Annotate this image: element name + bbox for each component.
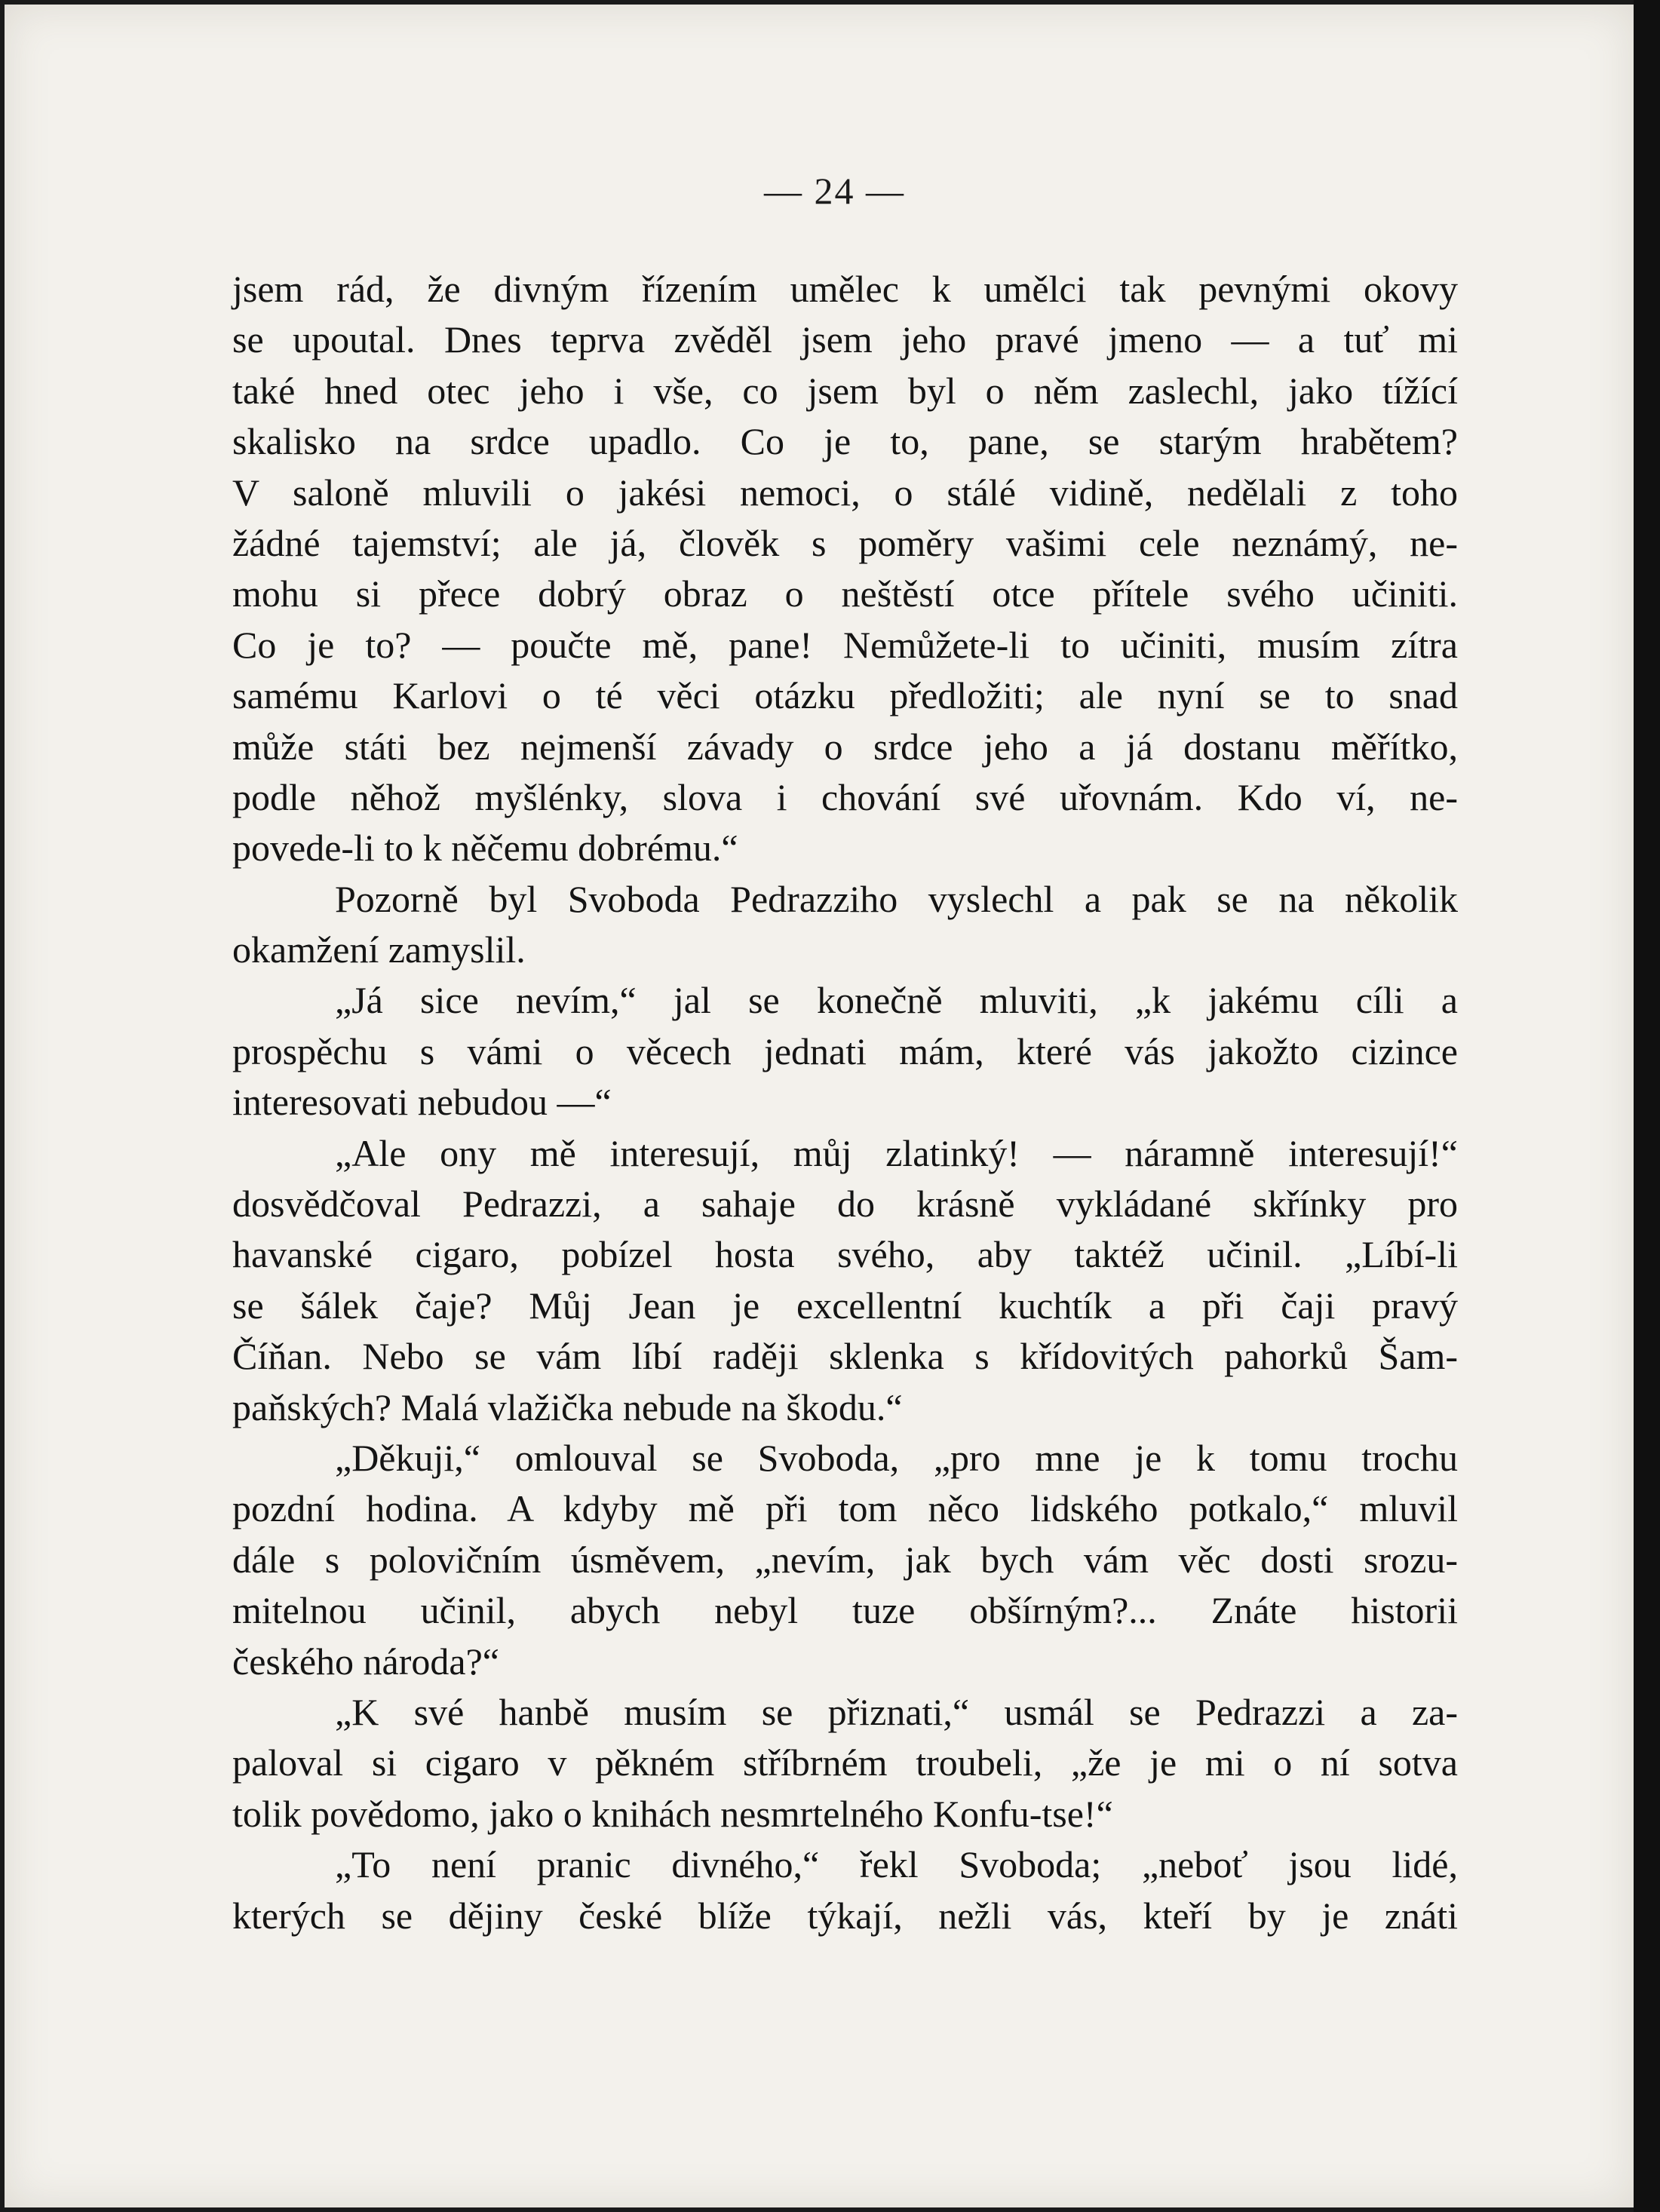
text-line: paňských? Malá vlažička nebude na škodu.“ <box>232 1385 903 1428</box>
text-line: „Já sice nevím,“ jal se konečně mluviti, „k jakému cíli a <box>335 979 1458 1022</box>
text-line: se šálek čaje? Můj Jean je excellentní kuchtík a při čaji pravý <box>232 1284 1458 1327</box>
text-line: „Ale ony mě interesují, můj zlatinký! — náramně interesují!“ <box>335 1131 1458 1174</box>
text-line: Pozorně byl Svoboda Pedrazziho vyslechl a pak se na několik <box>335 877 1458 920</box>
body-text <box>232 264 1458 1941</box>
text-line: kterých se dějiny české blíže týkají, nežli vás, kteří by je znáti <box>232 1894 1458 1937</box>
text-line: „To není pranic divného,“ řekl Svoboda; „neboť jsou lidé, <box>335 1843 1458 1886</box>
text-line: paloval si cigaro v pěkném stříbrném troubeli, „že je mi o ní sotva <box>232 1741 1458 1784</box>
page-number: — 24 — <box>764 170 905 212</box>
text-line: prospěchu s vámi o věcech jednati mám, které vás jakožto cizince <box>232 1029 1458 1072</box>
text-line: českého národa?“ <box>232 1640 499 1683</box>
text-line: havanské cigaro, pobízel hosta svého, aby taktéž učinil. „Líbí-li <box>232 1233 1458 1276</box>
text-line: povede-li to k něčemu dobrému.“ <box>232 827 738 870</box>
text-line: samému Karlovi o té věci otázku předložiti; ale nyní se to snad <box>232 674 1458 717</box>
scan-edge <box>1634 0 1660 2212</box>
text-line: tolik povědomo, jako o knihách nesmrtelného Konfu-tse!“ <box>232 1792 1113 1835</box>
text-line: dosvědčoval Pedrazzi, a sahaje do krásně vykládané skřínky pro <box>232 1183 1458 1226</box>
text-line: žádné tajemství; ale já, člověk s poměry vašimi cele neznámý, ne- <box>232 521 1458 564</box>
text-line: mitelnou učinil, abych nebyl tuze obšírným?... Znáte historii <box>232 1589 1458 1632</box>
text-line: interesovati nebudou —“ <box>232 1081 612 1124</box>
text-line: „K své hanbě musím se přiznati,“ usmál se Pedrazzi a za- <box>335 1690 1458 1733</box>
text-line: jsem rád, že divným řízením umělec k umělci tak pevnými okovy <box>232 268 1458 310</box>
text-line: skalisko na srdce upadlo. Co je to, pane, se starým hrabětem? <box>232 420 1458 463</box>
text-line: mohu si přece dobrý obraz o neštěstí otce přítele svého učiniti. <box>232 572 1458 615</box>
text-line: Číňan. Nebo se vám líbí raději sklenka s křídovitých pahorků Šam- <box>232 1335 1458 1378</box>
book-page <box>5 5 1634 2207</box>
text-line: „Děkuji,“ omlouval se Svoboda, „pro mne je k tomu trochu <box>335 1436 1458 1479</box>
text-line: pozdní hodina. A kdyby mě při tom něco lidského potkalo,“ mluvil <box>232 1487 1458 1530</box>
text-line: může státi bez nejmenší závady o srdce jeho a já dostanu měřítko, <box>232 725 1458 768</box>
text-line: dále s polovičním úsměvem, „nevím, jak bych vám věc dosti srozu- <box>232 1538 1458 1581</box>
text-line: okamžení zamyslil. <box>232 928 526 971</box>
text-line: Co je to? — poučte mě, pane! Nemůžete-li to učiniti, musím zítra <box>232 623 1458 666</box>
text-line: také hned otec jeho i vše, co jsem byl o něm zaslechl, jako tížící <box>232 369 1458 412</box>
text-line: V saloně mluvili o jakési nemoci, o stálé vidině, nedělali z toho <box>232 471 1458 514</box>
text-line: se upoutal. Dnes teprva zvěděl jsem jeho pravé jmeno — a tuť mi <box>232 318 1458 361</box>
text-line: podle něhož myšlénky, slova i chování své uřovnám. Kdo ví, ne- <box>232 775 1458 818</box>
